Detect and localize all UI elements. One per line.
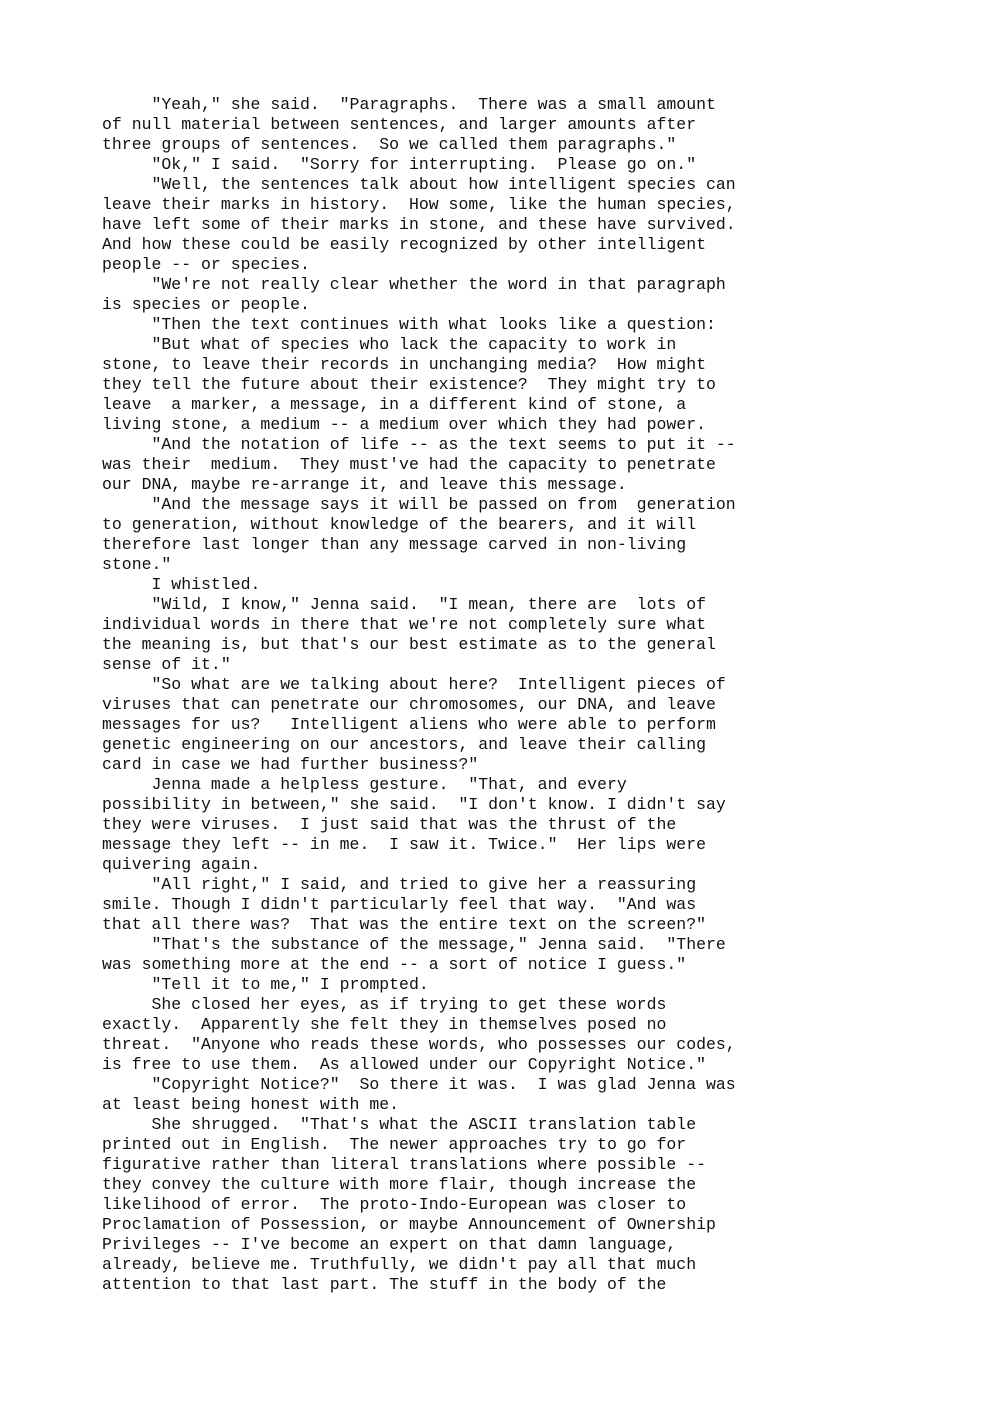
text-line: leave a marker, a message, in a different kind of stone, a [102,395,687,414]
text-line: Privileges -- I've become an expert on that damn language, [102,1235,677,1254]
text-line: our DNA, maybe re-arrange it, and leave this message. [102,475,627,494]
text-line: possibility in between," she said. "I don't know. I didn't say [102,795,726,814]
text-line: exactly. Apparently she felt they in themselves posed no [102,1015,667,1034]
text-line: already, believe me. Truthfully, we didn't pay all that much [102,1255,697,1274]
text-line: viruses that can penetrate our chromosomes, our DNA, and leave [102,695,716,714]
text-line: And how these could be easily recognized by other intelligent [102,235,706,254]
text-line: "Copyright Notice?" So there it was. I was glad Jenna was [102,1075,736,1094]
text-line: "But what of species who lack the capacity to work in [102,335,677,354]
text-line: was their medium. They must've had the capacity to penetrate [102,455,716,474]
text-line: stone." [102,555,172,574]
text-line: individual words in there that we're not completely sure what [102,615,706,634]
text-line: people -- or species. [102,255,310,274]
text-line: "So what are we talking about here? Intelligent pieces of [102,675,726,694]
text-line: to generation, without knowledge of the bearers, and it will [102,515,697,534]
text-line: "Then the text continues with what looks like a question: [102,315,716,334]
text-line: the meaning is, but that's our best estimate as to the general [102,635,716,654]
text-line: figurative rather than literal translations where possible -- [102,1155,706,1174]
text-line: three groups of sentences. So we called them paragraphs." [102,135,677,154]
text-line: "We're not really clear whether the word in that paragraph [102,275,726,294]
text-line: "That's the substance of the message," Jenna said. "There [102,935,726,954]
text-line: "And the message says it will be passed on from generation [102,495,736,514]
text-line: "And the notation of life -- as the text seems to put it -- [102,435,736,454]
text-line: "Well, the sentences talk about how intelligent species can [102,175,736,194]
text-line: She shrugged. "That's what the ASCII translation table [102,1115,697,1134]
text-line: quivering again. [102,855,261,874]
text-line: Jenna made a helpless gesture. "That, and every [102,775,627,794]
text-line: She closed her eyes, as if trying to get these words [102,995,667,1014]
text-line: Proclamation of Possession, or maybe Announcement of Ownership [102,1215,716,1234]
text-line: they tell the future about their existence? They might try to [102,375,716,394]
text-line: that all there was? That was the entire text on the screen?" [102,915,706,934]
text-line: card in case we had further business?" [102,755,479,774]
text-line: "Yeah," she said. "Paragraphs. There was a small amount [102,95,716,114]
text-line: I whistled. [102,575,261,594]
document-page [102,95,962,1295]
text-line: have left some of their marks in stone, and these have survived. [102,215,736,234]
text-line: "Tell it to me," I prompted. [102,975,429,994]
text-line: "Wild, I know," Jenna said. "I mean, there are lots of [102,595,706,614]
text-line: genetic engineering on our ancestors, and leave their calling [102,735,706,754]
text-line: of null material between sentences, and larger amounts after [102,115,697,134]
text-line: living stone, a medium -- a medium over which they had power. [102,415,706,434]
text-line: leave their marks in history. How some, like the human species, [102,195,736,214]
text-line: at least being honest with me. [102,1095,400,1114]
text-line: message they left -- in me. I saw it. Twice." Her lips were [102,835,706,854]
text-line: printed out in English. The newer approaches try to go for [102,1135,687,1154]
text-line: "All right," I said, and tried to give her a reassuring [102,875,697,894]
text-line: was something more at the end -- a sort of notice I guess." [102,955,687,974]
text-line: is species or people. [102,295,310,314]
text-line: smile. Though I didn't particularly feel that way. "And was [102,895,697,914]
text-line: threat. "Anyone who reads these words, who possesses our codes, [102,1035,736,1054]
text-line: attention to that last part. The stuff in the body of the [102,1275,667,1294]
text-line: messages for us? Intelligent aliens who were able to perform [102,715,716,734]
text-line: stone, to leave their records in unchanging media? How might [102,355,706,374]
text-line: "Ok," I said. "Sorry for interrupting. Please go on." [102,155,697,174]
text-line: sense of it." [102,655,231,674]
text-line: they convey the culture with more flair, though increase the [102,1175,697,1194]
text-line: they were viruses. I just said that was the thrust of the [102,815,677,834]
text-line: is free to use them. As allowed under our Copyright Notice." [102,1055,706,1074]
text-line: likelihood of error. The proto-Indo-European was closer to [102,1195,687,1214]
text-line: therefore last longer than any message carved in non-living [102,535,687,554]
